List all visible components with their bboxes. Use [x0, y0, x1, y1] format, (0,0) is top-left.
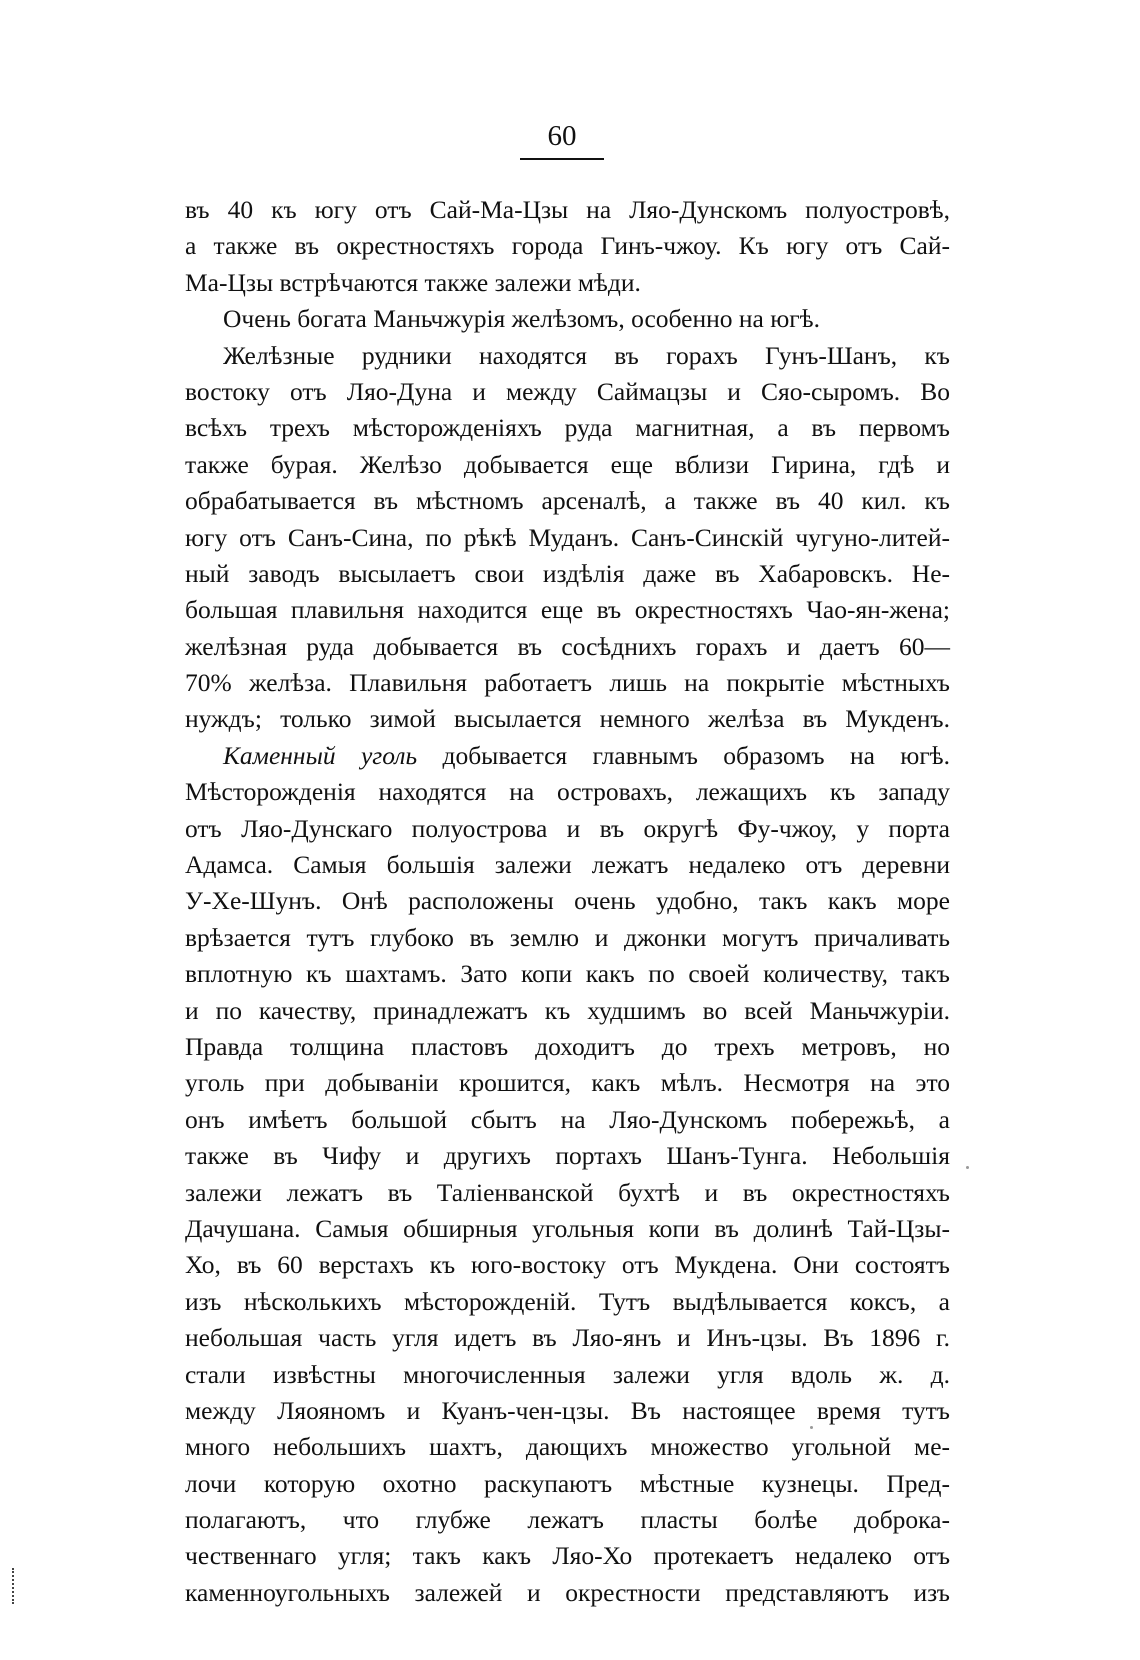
text-line: отъ Ляо-Дунскаго полуострова и въ округѣ Фу-чжоу, у порта [185, 813, 950, 843]
text-line: также въ Чифу и другихъ портахъ Шанъ-Тунга. Небольшія [185, 1141, 950, 1171]
text-line: врѣзается тутъ глубоко въ землю и джонки могутъ причаливать [185, 922, 950, 952]
text-line: а также въ окрестностяхъ города Гинъ-чжоу. Къ югу отъ Сай- [185, 231, 950, 261]
text-line: Желѣзные рудники находятся въ горахъ Гунъ-Шанъ, къ [223, 340, 950, 370]
text-line: Адамса. Самыя большія залежи лежатъ недалеко отъ деревни [185, 850, 950, 880]
text-line: ный заводъ высылаетъ свои издѣлія даже въ Хабаровскъ. Не- [185, 558, 950, 588]
text-line: въ 40 къ югу отъ Сай-Ма-Цзы на Ляо-Дунскомъ полуостровѣ, [185, 195, 950, 224]
text-line: чественнаго угля; такъ какъ Ляо-Хо протекаетъ недалеко отъ [185, 1541, 950, 1571]
text-line: Ма-Цзы встрѣчаются также залежи мѣди. [185, 267, 641, 297]
text-line: Хо, въ 60 верстахъ къ юго-востоку отъ Мукдена. Они состоятъ [185, 1250, 950, 1280]
text-line: небольшая часть угля идетъ въ Ляо-янъ и Инъ-цзы. Въ 1896 г. [185, 1323, 950, 1353]
body-text [185, 192, 950, 1611]
text-line: и по качеству, принадлежатъ къ худшимъ во всей Маньчжуріи. [185, 995, 950, 1025]
text-line: залежи лежатъ въ Таліенванской бухтѣ и въ окрестностяхъ [185, 1177, 950, 1207]
text-line: также бурая. Желѣзо добывается еще вблизи Гирина, гдѣ и [185, 449, 950, 479]
italic-lead: Каменный уголь [223, 740, 418, 770]
text-line: 70% желѣза. Плавильня работаетъ лишь на покрытіе мѣстныхъ [185, 668, 950, 698]
text-line: нуждъ; только зимой высылается немного желѣза въ Мукденъ. [185, 704, 950, 734]
page-number: 60 [520, 118, 604, 160]
text-line: Мѣсторожденія находятся на островахъ, лежащихъ къ западу [185, 777, 950, 807]
scan-speck [966, 1166, 969, 1169]
text-line: изъ нѣсколькихъ мѣсторожденій. Тутъ выдѣлывается коксъ, а [185, 1286, 950, 1316]
text-line: Дачушана. Самыя обширныя угольныя копи въ долинѣ Тай-Цзы- [185, 1213, 950, 1243]
text-line: всѣхъ трехъ мѣсторожденіяхъ руда магнитная, а въ первомъ [185, 413, 950, 443]
text-line [185, 738, 950, 774]
text-line: уголь при добываніи крошится, какъ мѣлъ. Несмотря на это [185, 1068, 950, 1098]
text-line: желѣзная руда добывается въ сосѣднихъ горахъ и даетъ 60— [185, 631, 950, 661]
text-line: каменноугольныхъ залежей и окрестности представляютъ изъ [185, 1577, 950, 1607]
text-line: Очень богата Маньчжурія желѣзомъ, особенно на югѣ. [223, 304, 820, 334]
text-line: между Ляояномъ и Куанъ-чен-цзы. Въ настоящее время тутъ [185, 1395, 950, 1425]
text-line: онъ имѣетъ большой сбытъ на Ляо-Дунскомъ побережьѣ, а [185, 1104, 950, 1134]
text-line: вплотную къ шахтамъ. Зато копи какъ по своей количеству, такъ [185, 959, 950, 989]
text-line: большая плавильня находится еще въ окрестностяхъ Чао-ян-жена; [185, 595, 950, 625]
text-line: У-Хе-Шунъ. Онѣ расположены очень удобно, такъ какъ море [185, 886, 950, 916]
text-line: лочи которую охотно раскупаютъ мѣстные кузнецы. Пред- [185, 1468, 950, 1498]
text-line: югу отъ Санъ-Сина, по рѣкѣ Муданъ. Санъ-Синскій чугуно-литей- [185, 522, 950, 552]
text-line: стали извѣстны многочисленныя залежи угля вдоль ж. д. [185, 1359, 950, 1389]
text-line: много небольшихъ шахтъ, дающихъ множество угольной ме- [185, 1432, 950, 1462]
text-line: обрабатывается въ мѣстномъ арсеналѣ, а также въ 40 кил. къ [185, 486, 950, 516]
scan-margin-mark [12, 1568, 17, 1604]
scan-speck [810, 1426, 813, 1429]
text-line: востоку отъ Ляо-Дуна и между Саймацзы и Сяо-сыромъ. Во [185, 376, 950, 406]
text-line: полагаютъ, что глубже лежатъ пласты болѣе доброка- [185, 1505, 950, 1535]
text-line: Правда толщина пластовъ доходитъ до трехъ метровъ, но [185, 1031, 950, 1061]
text-line-rest: добывается главнымъ образомъ на югѣ. [442, 740, 951, 770]
